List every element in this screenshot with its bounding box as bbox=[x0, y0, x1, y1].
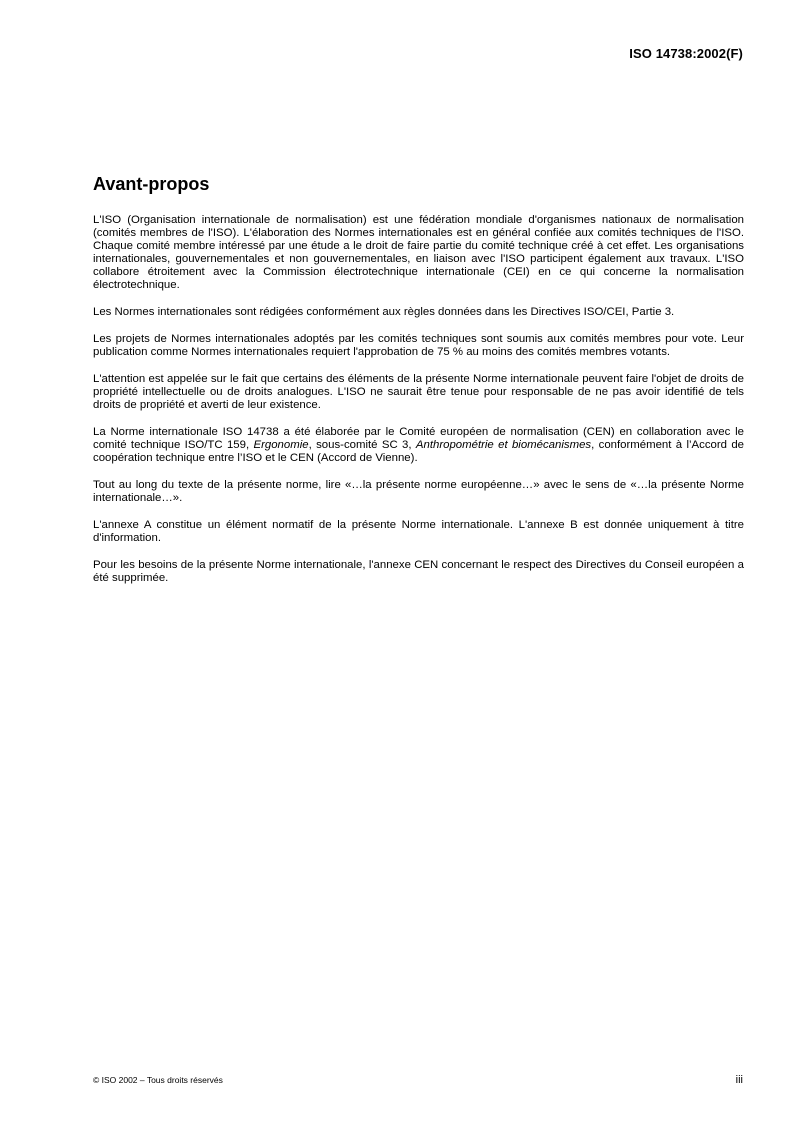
paragraph-iso-overview: L'ISO (Organisation internationale de normalisation) est une fédération mondiale d'organismes nationaux de normalisation (comités membres de l'ISO). L'élaboration des Normes internationales est en général confiée aux comités techniques de l'ISO. Chaque comité membre intéressé par une étude a le droit de faire partie du comité technique créé à cet effet. Les organisations internationales, gouvernementales et non gouvernementales, en liaison avec l'ISO participent également aux travaux. L'ISO collabore étroitement avec la Commission électrotechnique internationale (CEI) en ce qui concerne la normalisation électrotechnique. bbox=[93, 214, 744, 291]
page-title: Avant-propos bbox=[93, 174, 210, 194]
subcommittee-name: Anthropométrie et biomécanismes bbox=[415, 439, 592, 451]
paragraph-preparation bbox=[93, 426, 744, 465]
preparation-text-1: La Norme internationale ISO 14738 a été élaborée par le Comité européen de normalisation (CEN) en collaboration avec le comité technique ISO/TC 159, bbox=[93, 426, 744, 451]
footer-copyright: © ISO 2002 – Tous droits réservés bbox=[93, 1075, 223, 1085]
paragraph-reading-note: Tout au long du texte de la présente norme, lire «…la présente norme européenne…» avec le sens de «…la présente Norme internationale…». bbox=[93, 479, 744, 504]
document-number: ISO 14738:2002(F) bbox=[629, 46, 743, 61]
paragraph-annexes: L'annexe A constitue un élément normatif de la présente Norme internationale. L'annexe B est donnée uniquement à titre d'information. bbox=[93, 519, 744, 544]
footer-page-number: iii bbox=[735, 1074, 743, 1086]
preparation-text-3: , conformément à l’Accord de coopération technique entre l’ISO et le CEN (Accord de Vienne). bbox=[93, 439, 744, 464]
preparation-text-2: , sous-comité SC 3, bbox=[308, 439, 416, 451]
paragraph-directives: Les Normes internationales sont rédigées conformément aux règles données dans les Directives ISO/CEI, Partie 3. bbox=[93, 306, 675, 318]
paragraph-cen-annex: Pour les besoins de la présente Norme internationale, l'annexe CEN concernant le respect des Directives du Conseil européen a été supprimée. bbox=[93, 559, 744, 584]
committee-name-ergonomie: Ergonomie bbox=[253, 439, 309, 451]
paragraph-voting: Les projets de Normes internationales adoptés par les comités techniques sont soumis aux comités membres pour vote. Leur publication comme Normes internationales requiert l'approbation de 75 % au moins des comités membres votants. bbox=[93, 333, 744, 358]
paragraph-patent-rights: L'attention est appelée sur le fait que certains des éléments de la présente Norme internationale peuvent faire l'objet de droits de propriété intellectuelle ou de droits analogues. L'ISO ne saurait être tenue pour responsable de ne pas avoir identifié de tels droits de propriété et averti de leur existence. bbox=[93, 373, 744, 411]
foreword-section bbox=[93, 172, 744, 599]
